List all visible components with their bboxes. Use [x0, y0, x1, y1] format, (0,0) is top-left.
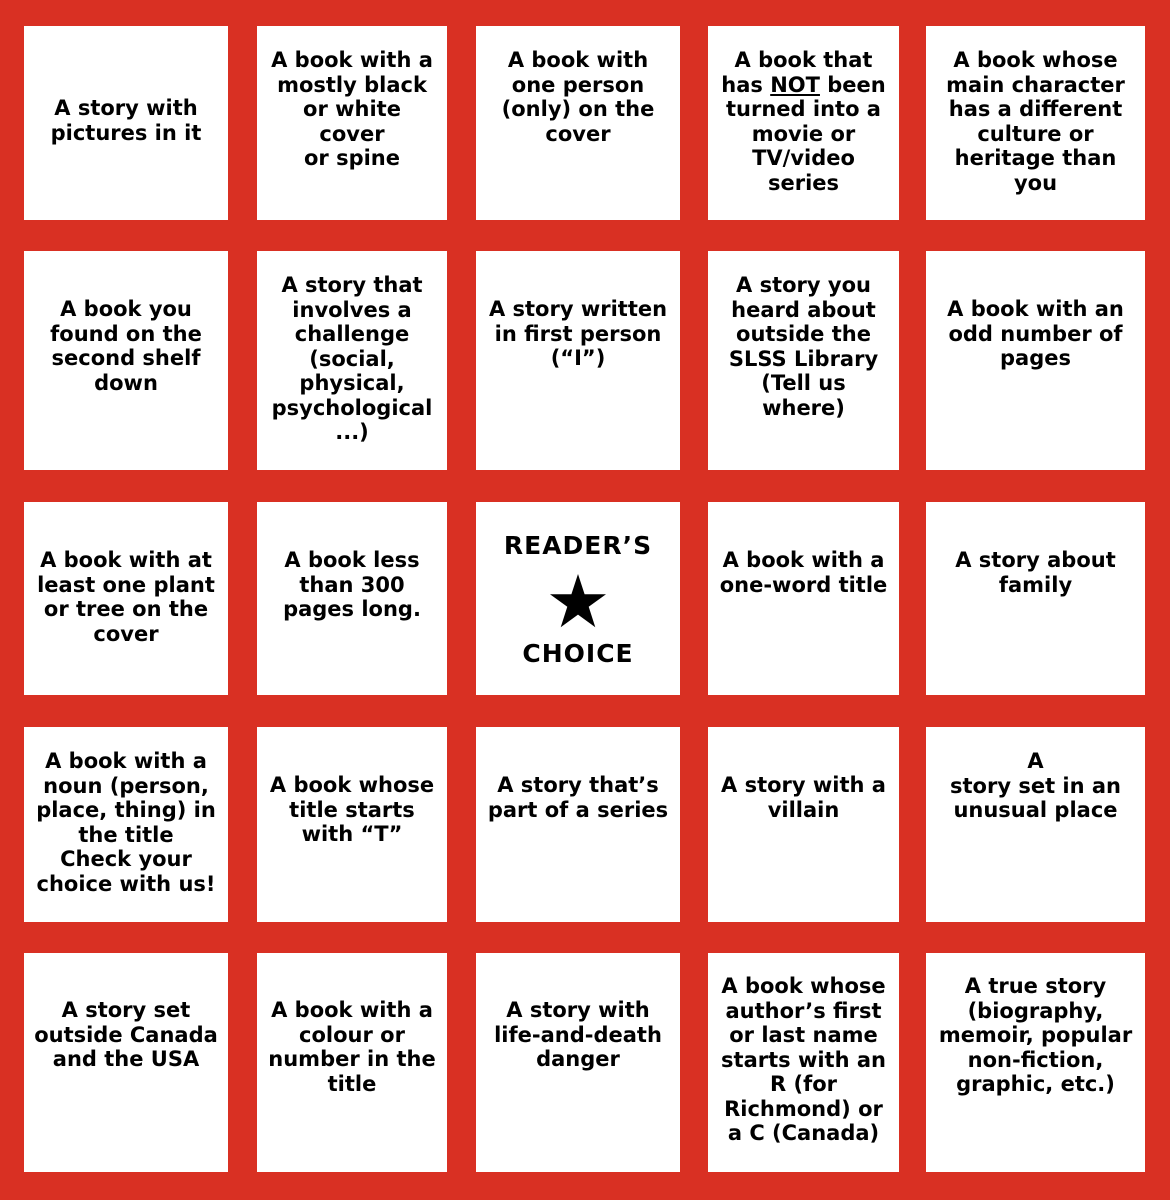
bingo-square-villain[interactable] — [708, 727, 899, 922]
bingo-square-challenge[interactable] — [257, 251, 447, 470]
bingo-square-series[interactable] — [476, 727, 680, 922]
bingo-square-under-300-pages[interactable] — [257, 502, 447, 695]
bingo-square-outside-canada-usa[interactable] — [24, 953, 228, 1172]
bingo-square-noun-title[interactable] — [24, 727, 228, 922]
bingo-square-family[interactable] — [926, 502, 1145, 695]
bingo-square-life-and-death[interactable] — [476, 953, 680, 1172]
square-text: A story with a villain — [721, 773, 886, 822]
square-text: A book you found on the second shelf down — [50, 297, 202, 395]
square-text — [718, 48, 889, 195]
bingo-square-heard-about[interactable] — [708, 251, 899, 470]
square-text: A book with a colour or number in the title — [268, 998, 436, 1096]
square-text: A story that’s part of a series — [487, 773, 669, 822]
square-text: A book less than 300 pages long. — [283, 548, 421, 621]
square-text: A book whose title starts with “T” — [269, 773, 435, 846]
bingo-square-pictures[interactable] — [24, 26, 228, 220]
bingo-square-first-person[interactable] — [476, 251, 680, 470]
readers-label: READER’S — [503, 531, 653, 560]
choice-label: CHOICE — [522, 639, 634, 668]
square-text: A book with at least one plant or tree on the cover — [37, 548, 215, 646]
square-text: A book whose main character has a different culture or heritage than you — [946, 48, 1125, 195]
bingo-square-one-word-title[interactable] — [708, 502, 899, 695]
bingo-square-not-adapted[interactable] — [708, 26, 899, 220]
square-text: A book with a one-word title — [719, 548, 888, 597]
bingo-square-readers-choice[interactable] — [476, 502, 680, 695]
bingo-square-true-story[interactable] — [926, 953, 1145, 1172]
square-text: A story set outside Canada and the USA — [34, 998, 218, 1071]
underlined-word: NOT — [770, 72, 820, 97]
square-text: A book with one person (only) on the cover — [501, 48, 655, 146]
bingo-square-unusual-place[interactable] — [926, 727, 1145, 922]
square-text: A story that involves a challenge (social, physical, psychological ...) — [271, 273, 433, 444]
square-text: A story about family — [955, 548, 1116, 597]
star-icon — [550, 574, 606, 628]
bingo-square-author-r-or-c[interactable] — [708, 953, 899, 1172]
square-text: A story set in an unusual place — [950, 749, 1121, 822]
bingo-square-different-culture[interactable] — [926, 26, 1145, 220]
bingo-square-second-shelf[interactable] — [24, 251, 228, 470]
bingo-square-title-starts-t[interactable] — [257, 727, 447, 922]
square-text: A story written in first person (“I”) — [488, 297, 668, 370]
square-text-end: been turned into a movie or TV/video series — [726, 72, 886, 195]
bingo-square-plant-cover[interactable] — [24, 502, 228, 695]
square-text: A book with an odd number of pages — [947, 297, 1124, 370]
square-text: A book whose author’s first or last name starts with an R (for Richmond) or a C (Canada) — [721, 974, 886, 1145]
bingo-square-odd-pages[interactable] — [926, 251, 1145, 470]
square-text: A book with a mostly black or white cover or spine — [271, 48, 433, 170]
bingo-square-black-white-cover[interactable] — [257, 26, 447, 220]
square-text: A story with life-and-death danger — [494, 998, 662, 1071]
square-text: A true story (biography, memoir, popular non-fiction, graphic, etc.) — [938, 974, 1133, 1096]
square-text: A book with a noun (person, place, thing) in the title Check your choice with us! — [36, 749, 216, 896]
square-text: A story with pictures in it — [50, 96, 202, 145]
square-text-start: A book that has — [721, 48, 873, 97]
bingo-square-colour-number-title[interactable] — [257, 953, 447, 1172]
bingo-square-one-person-cover[interactable] — [476, 26, 680, 220]
square-text: A story you heard about outside the SLSS Library (Tell us where) — [728, 273, 879, 420]
